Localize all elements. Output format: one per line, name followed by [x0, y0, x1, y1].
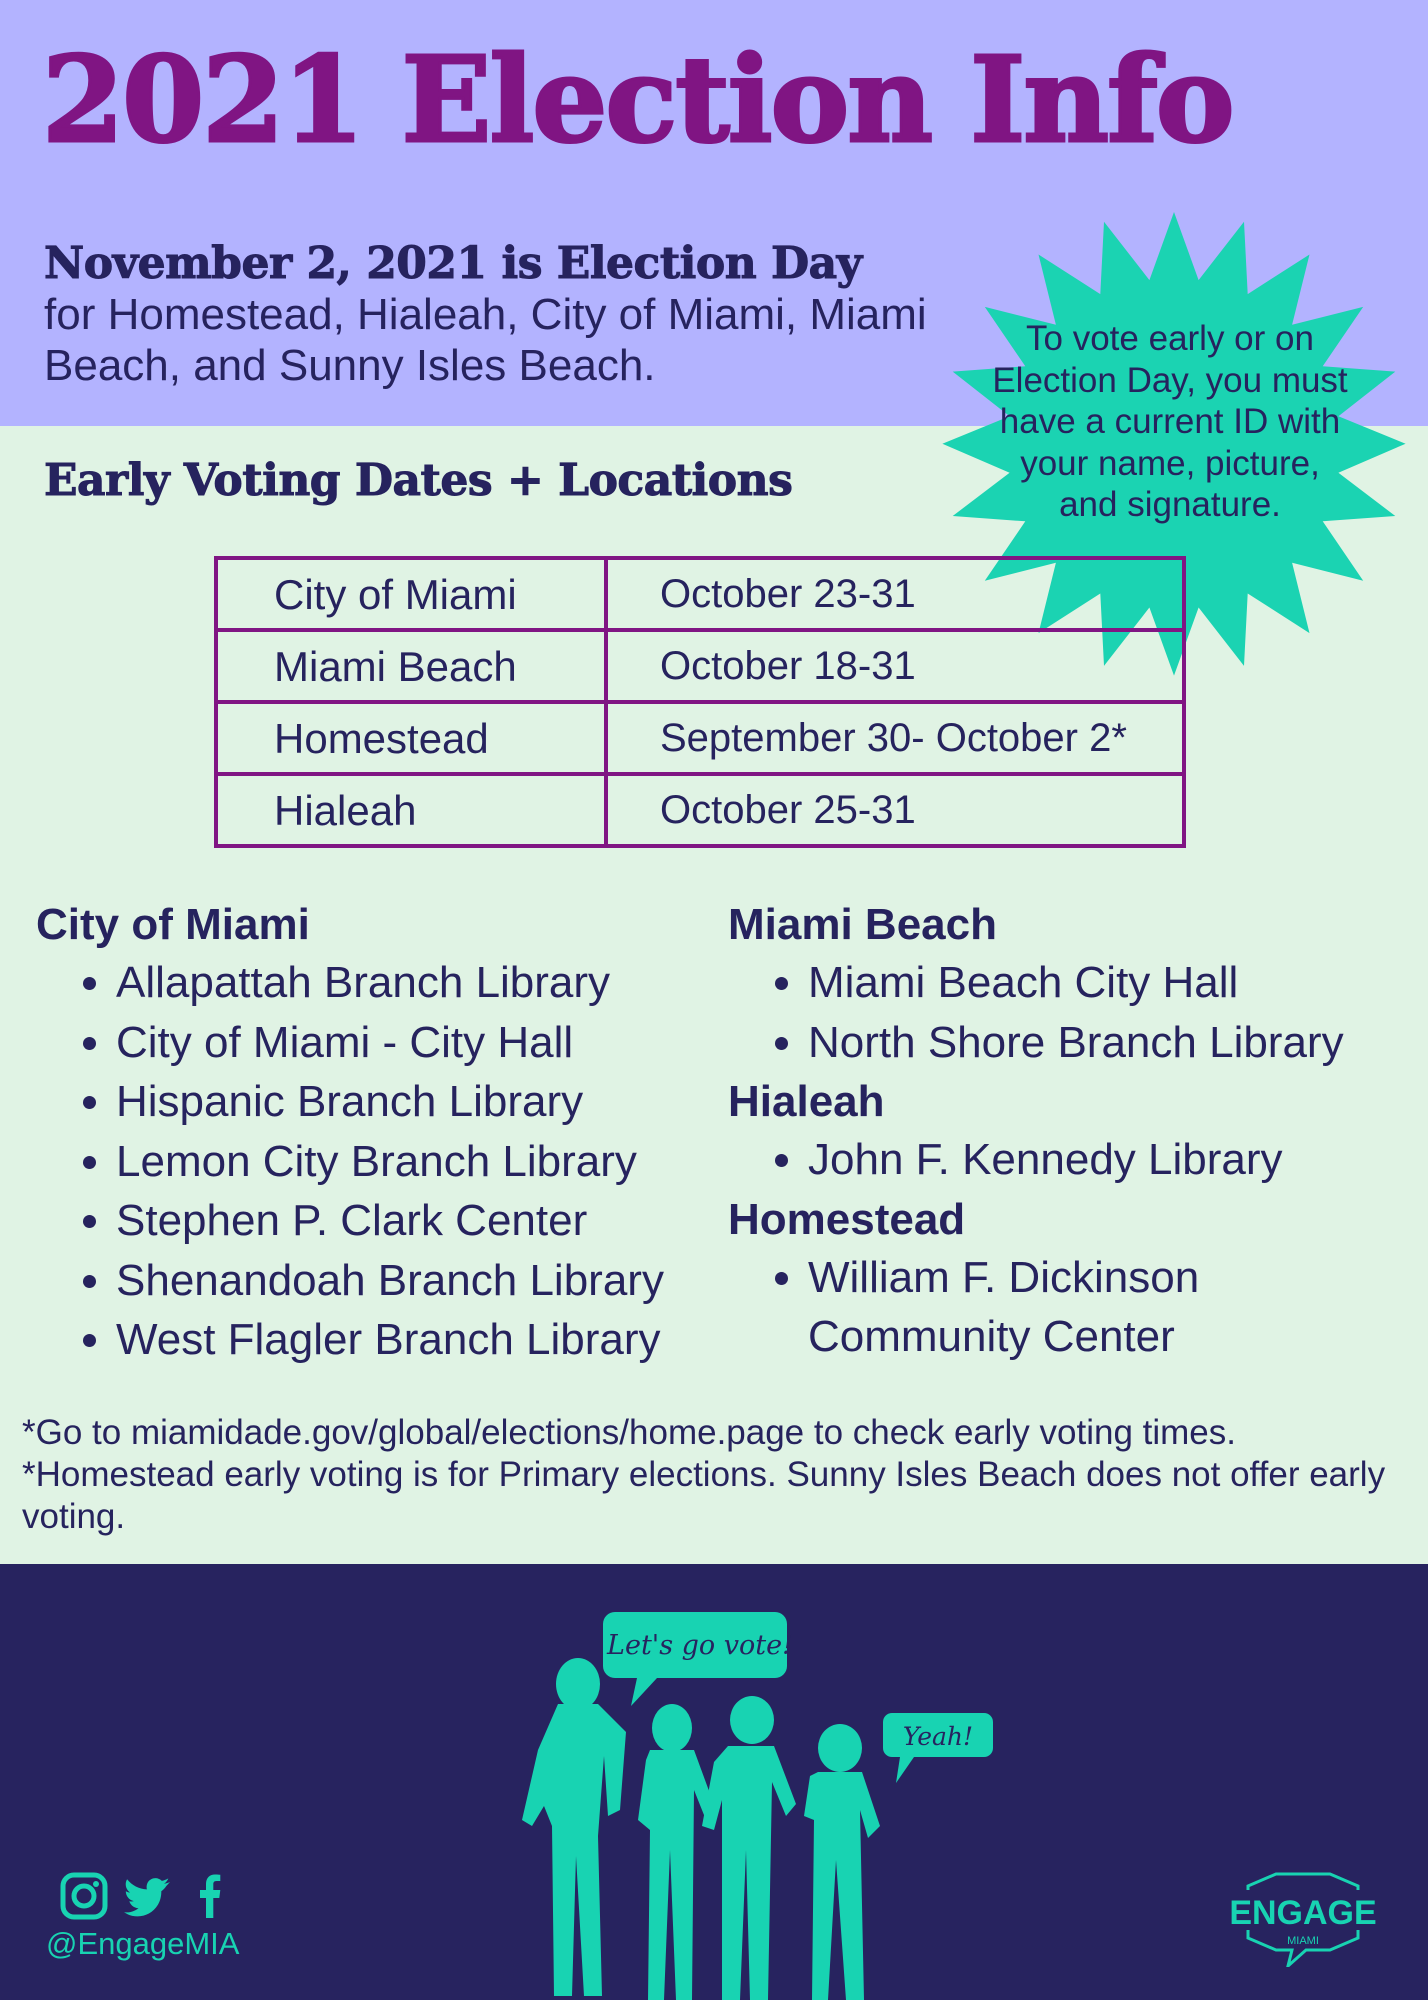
footnote-voting-times: *Go to miamidade.gov/global/elections/home.page to check early voting times. — [22, 1413, 1236, 1452]
list-item: • William F. Dickinson Community Center — [808, 1248, 1268, 1367]
city-of-miami-list — [36, 953, 664, 1370]
social-icons — [60, 1870, 240, 1924]
dates-cell: October 25-31 — [606, 774, 1184, 846]
miami-beach-heading: Miami Beach — [728, 900, 997, 949]
election-day-cities: for Homestead, Hialeah, City of Miami, Miami Beach, and Sunny Isles Beach. — [44, 290, 927, 390]
hialeah-list — [728, 1130, 1344, 1190]
dates-cell: October 18-31 — [606, 630, 1184, 702]
locations-right-column — [728, 897, 1344, 1369]
list-item: • Shenandoah Branch Library — [116, 1251, 664, 1311]
id-requirement-text: To vote early or on Election Day, you must have a current ID with your name, picture, and signature. — [992, 319, 1348, 524]
homestead-heading: Homestead — [728, 1194, 966, 1244]
early-voting-heading: Early Voting Dates + Locations — [44, 455, 793, 506]
early-voting-table — [214, 556, 1186, 848]
homestead-list — [728, 1248, 1344, 1367]
social-handle[interactable]: @EngageMIA — [46, 1926, 240, 1961]
voters-illustration — [500, 1600, 1000, 2000]
election-day-heading: November 2, 2021 is Election Day — [44, 238, 862, 289]
logo-wordmark: ENGAGE — [1229, 1894, 1377, 1932]
list-item: • Miami Beach City Hall — [808, 953, 1344, 1013]
hialeah-heading: Hialeah — [728, 1077, 885, 1126]
city-cell: Miami Beach — [216, 630, 606, 702]
list-item: • North Shore Branch Library — [808, 1013, 1344, 1073]
list-item: • Hispanic Branch Library — [116, 1072, 664, 1132]
list-item: • John F. Kennedy Library — [808, 1130, 1344, 1190]
city-cell: Homestead — [216, 702, 606, 774]
page-title: 2021 Election Info — [42, 30, 1233, 169]
list-item: • City of Miami - City Hall — [116, 1013, 664, 1073]
city-cell: Hialeah — [216, 774, 606, 846]
dates-cell: September 30- October 2* — [606, 702, 1184, 774]
facebook-icon[interactable] — [200, 1875, 220, 1919]
logo-subtitle: MIAMI — [1287, 1935, 1319, 1947]
speech-text-vote: Let's go vote! — [607, 1630, 793, 1661]
speech-text-yeah: Yeah! — [902, 1722, 974, 1751]
list-item: • Lemon City Branch Library — [116, 1132, 664, 1192]
twitter-icon[interactable] — [124, 1878, 170, 1916]
city-cell: City of Miami — [216, 558, 606, 630]
list-item: • West Flagler Branch Library — [116, 1310, 664, 1370]
dates-cell: October 23-31 — [606, 558, 1184, 630]
engage-miami-logo — [1228, 1872, 1378, 1967]
instagram-icon[interactable] — [63, 1875, 105, 1917]
locations-left-column — [36, 897, 664, 1372]
table-row — [216, 702, 1184, 774]
table-row — [216, 630, 1184, 702]
footnote-homestead: *Homestead early voting is for Primary elections. Sunny Isles Beach does not offer early voting. — [22, 1455, 1386, 1536]
city-of-miami-heading: City of Miami — [36, 900, 310, 949]
table-row — [216, 774, 1184, 846]
list-item: • Allapattah Branch Library — [116, 953, 664, 1013]
table-row — [216, 558, 1184, 630]
list-item: • Stephen P. Clark Center — [116, 1191, 664, 1251]
miami-beach-list — [728, 953, 1344, 1072]
footnotes — [22, 1412, 1422, 1538]
election-day-intro — [44, 238, 944, 391]
